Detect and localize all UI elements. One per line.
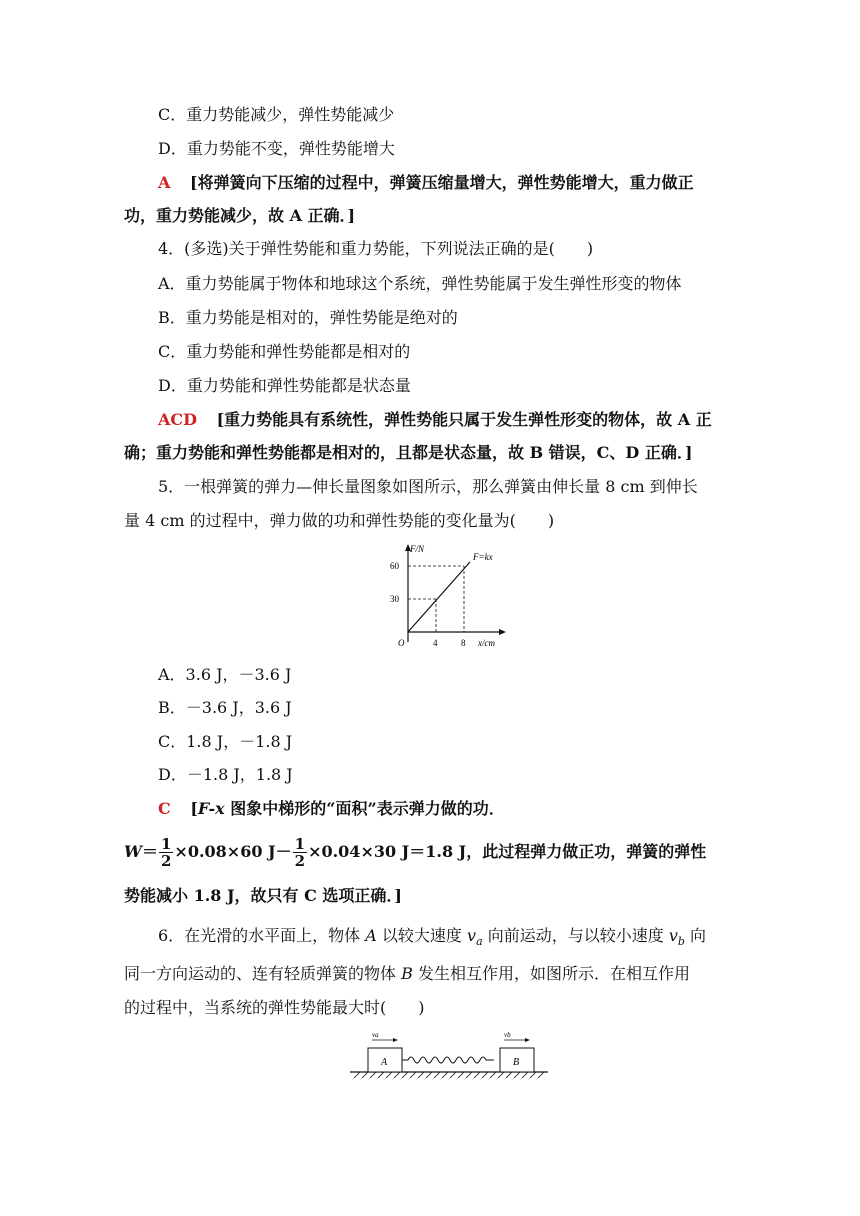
q5-formula-eq: ＝ <box>141 842 158 861</box>
q6-var-b: B <box>401 964 413 983</box>
frac1-den: 2 <box>160 852 172 870</box>
q5-option-c: C．1.8 J，－1.8 J <box>158 732 293 751</box>
fraction-half-1 <box>159 836 173 869</box>
q3-expl-text1: [将弹簧向下压缩的过程中，弹簧压缩量增大，弹性势能增大，重力做正 <box>190 173 694 192</box>
q6-stem-line1 <box>158 925 706 953</box>
x-tick-8: 8 <box>461 638 466 648</box>
q5-answer: C <box>158 799 171 818</box>
q5-option-d: D．－1.8 J，1.8 J <box>158 765 293 784</box>
q6-text-2a: 同一方向运动的、连有轻质弹簧的物体 <box>124 964 402 983</box>
q6-sub-b: b <box>677 935 685 949</box>
q4-option-d: D．重力势能和弹性势能都是状态量 <box>158 376 411 395</box>
x-axis-arrow-icon <box>499 629 506 635</box>
q6-stem-line2 <box>124 963 690 985</box>
q6-text-2c: 发生相互作用，如图所示．在相互作用 <box>412 964 690 983</box>
q3-option-d: D．重力势能不变，弹性势能增大 <box>158 139 395 158</box>
q5-formula-line <box>124 832 706 872</box>
q5-formula-w: W <box>124 842 142 861</box>
q5-option-b: B．－3.6 J，3.6 J <box>158 698 292 717</box>
y-tick-60: 60 <box>390 561 399 571</box>
q4-option-a: A．重力势能属于物体和地球这个系统，弹性势能属于发生弹性形变的物体 <box>158 274 682 293</box>
q3-explanation-line1 <box>158 172 694 194</box>
q5-formula-part2: ×0.04×30 J＝1.8 J，此过程弹力做正功，弹簧的弹性 <box>308 842 707 861</box>
q6-sub-a: a <box>476 935 483 949</box>
q6-var-a: A <box>365 926 377 945</box>
frac1-num: 1 <box>160 835 172 853</box>
spring <box>402 1057 494 1063</box>
x-tick-4: 4 <box>433 638 438 648</box>
x-axis-label: x/cm <box>478 638 495 648</box>
q4-expl-text1: [重力势能具有系统性，弹性势能只属于发生弹性形变的物体，故 A 正 <box>216 410 712 429</box>
va-arrow-head-icon <box>393 1038 398 1042</box>
q6-text-i: 向 <box>684 926 707 945</box>
force-extension-graph <box>380 540 520 652</box>
y-axis-label: F/N <box>410 544 425 554</box>
q5-stem-line2: 量 4 cm 的过程中，弹力做的功和弹性势能的变化量为( ) <box>124 511 555 530</box>
q3-explanation-line2: 功，重力势能减少，故 A 正确．] <box>124 206 356 225</box>
block-a-label: A <box>381 1057 388 1068</box>
q5-stem-line1: 5．一根弹簧的弹力—伸长量图象如图所示，那么弹簧由伸长量 8 cm 到伸长 <box>158 477 698 496</box>
ground-hatching <box>354 1072 544 1078</box>
q6-text-a: 6．在光滑的水平面上，物体 <box>158 926 366 945</box>
frac2-den: 2 <box>294 852 306 870</box>
q6-stem-line3: 的过程中，当系统的弹性势能最大时( ) <box>124 998 425 1017</box>
q5-expl-fx: F-x <box>197 799 225 818</box>
q4-option-c: C．重力势能和弹性势能都是相对的 <box>158 342 411 361</box>
q5-option-a: A．3.6 J，－3.6 J <box>158 665 292 684</box>
frac2-num: 1 <box>294 835 306 853</box>
line-label: F=kx <box>473 552 493 562</box>
fkx-line <box>408 562 470 632</box>
fraction-half-2 <box>293 836 307 869</box>
vb-label: vb <box>504 1031 511 1039</box>
q5-expl-bracket: [ <box>190 799 198 818</box>
q3-answer: A <box>158 173 171 192</box>
q4-explanation-line1 <box>158 409 712 431</box>
q5-explanation-line1 <box>158 798 505 820</box>
va-label: va <box>372 1031 379 1039</box>
q6-var-va: v <box>467 926 477 945</box>
q4-explanation-line2: 确；重力势能和弹性势能都是相对的，且都是状态量，故 B 错误，C、D 正确．] <box>124 443 693 462</box>
q6-text-f: 向前运动，与以较小速度 <box>482 926 669 945</box>
q6-var-vb: v <box>668 926 678 945</box>
q5-explanation-line3: 势能减小 1.8 J，故只有 C 选项正确．] <box>124 886 402 905</box>
origin-label: O <box>398 638 405 648</box>
vb-arrow-head-icon <box>525 1038 530 1042</box>
blocks-spring-figure <box>348 1030 552 1082</box>
block-b-label: B <box>513 1057 520 1068</box>
q6-text-c: 以较大速度 <box>376 926 468 945</box>
q3-option-c: C．重力势能减少，弹性势能减少 <box>158 105 395 124</box>
q5-formula-part1: ×0.08×60 J－ <box>174 842 292 861</box>
q4-answer: ACD <box>158 410 198 429</box>
q4-option-b: B．重力势能是相对的，弹性势能是绝对的 <box>158 308 458 327</box>
y-tick-30: 30 <box>390 594 399 604</box>
q4-stem: 4．(多选)关于弹性势能和重力势能，下列说法正确的是( ) <box>158 239 594 258</box>
q5-expl-text1: 图象中梯形的“面积”表示弹力做的功． <box>224 799 505 818</box>
